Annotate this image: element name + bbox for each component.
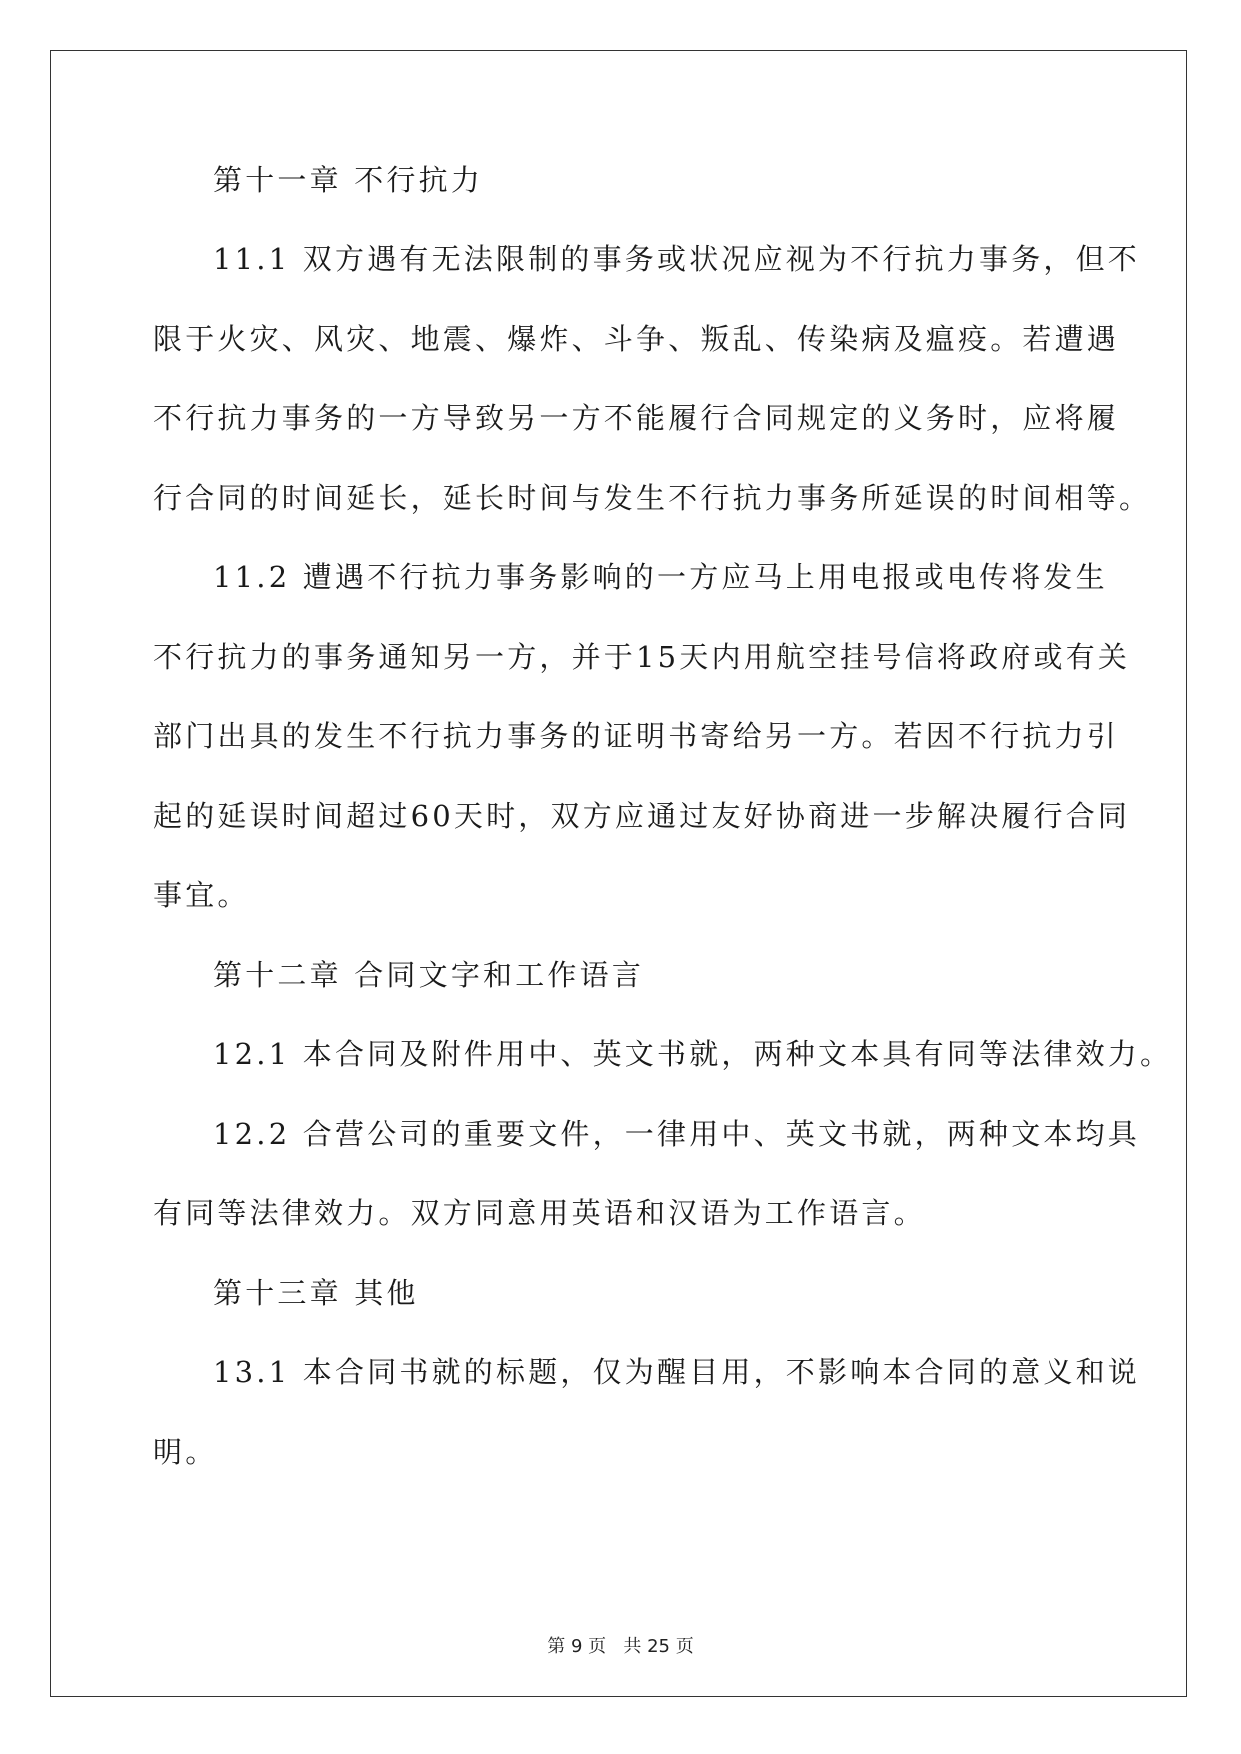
chapter-13-heading: 第十三章 其他: [213, 1276, 419, 1310]
paragraph-line: 不行抗力的事务通知另一方，并于15天内用航空挂号信将政府或有关: [153, 640, 1131, 674]
paragraph-line: 限于火灾、风灾、地震、爆炸、斗争、叛乱、传染病及瘟疫。若遭遇: [153, 322, 1120, 356]
page-border: [50, 50, 1187, 1697]
paragraph-line: 12.1 本合同及附件用中、英文书就，两种文本具有同等法律效力。: [213, 1037, 1173, 1071]
page-footer: 第 9 页 共 25 页: [547, 1636, 694, 1657]
paragraph-line: 不行抗力事务的一方导致另一方不能履行合同规定的义务时，应将履: [153, 401, 1120, 435]
paragraph-line: 11.1 双方遇有无法限制的事务或状况应视为不行抗力事务，但不: [213, 242, 1140, 276]
paragraph-line: 行合同的时间延长，延长时间与发生不行抗力事务所延误的时间相等。: [153, 481, 1152, 515]
paragraph-line: 事宜。: [153, 878, 250, 912]
paragraph-line: 13.1 本合同书就的标题，仅为醒目用，不影响本合同的意义和说: [213, 1355, 1140, 1389]
chapter-11-heading: 第十一章 不行抗力: [213, 163, 484, 197]
paragraph-line: 明。: [153, 1435, 218, 1469]
paragraph-line: 有同等法律效力。双方同意用英语和汉语为工作语言。: [153, 1196, 926, 1230]
paragraph-line: 起的延误时间超过60天时，双方应通过友好协商进一步解决履行合同: [153, 799, 1131, 833]
paragraph-line: 12.2 合营公司的重要文件，一律用中、英文书就，两种文本均具: [213, 1117, 1140, 1151]
paragraph-line: 11.2 遭遇不行抗力事务影响的一方应马上用电报或电传将发生: [213, 560, 1108, 594]
paragraph-line: 部门出具的发生不行抗力事务的证明书寄给另一方。若因不行抗力引: [153, 719, 1120, 753]
chapter-12-heading: 第十二章 合同文字和工作语言: [213, 958, 645, 992]
